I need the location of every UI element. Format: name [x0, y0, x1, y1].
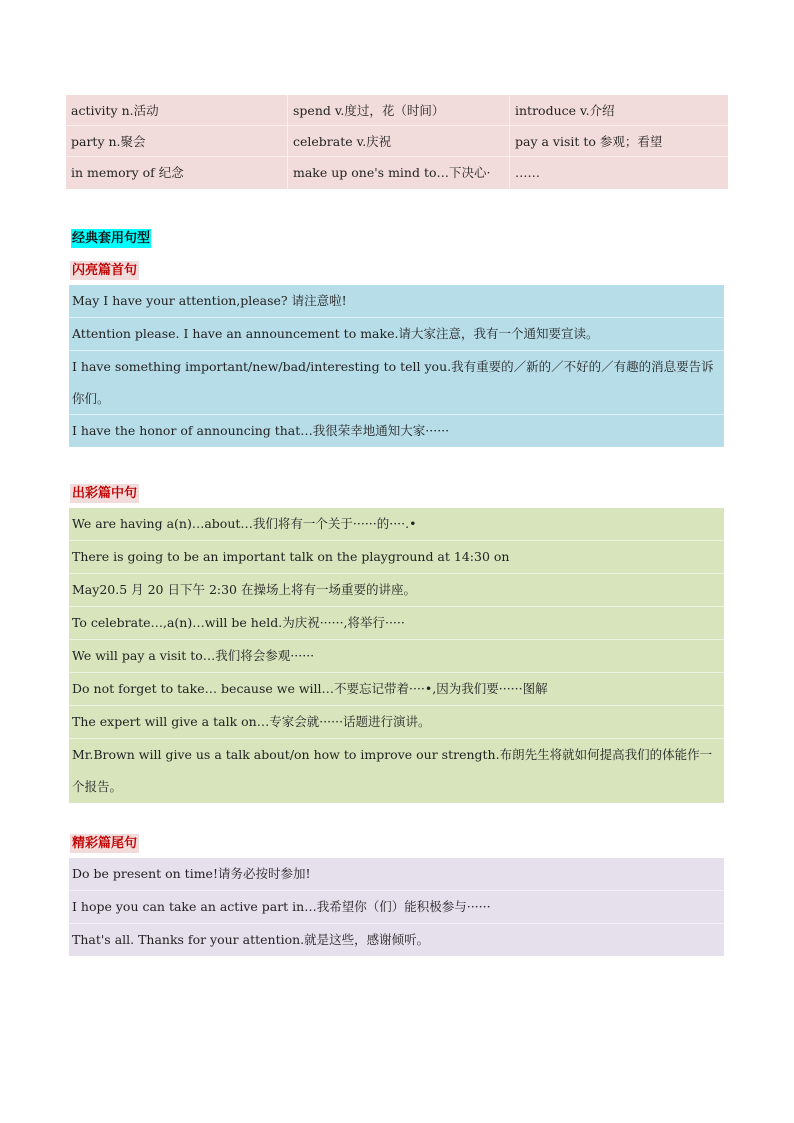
- sentence-row: Do be present on time!请务必按时参加!: [69, 858, 724, 891]
- sentence-row: Mr.Brown will give us a talk about/on how to improve our strength.布朗先生将就如何提高我们的体能作一个报告。: [72, 747, 713, 794]
- vocab-cell: celebrate v.庆祝: [288, 126, 510, 157]
- vocab-cell: make up one's mind to…下决心·: [288, 157, 510, 189]
- section-title: 经典套用句型: [72, 231, 151, 246]
- vocab-cell: spend v.度过，花（时间）: [288, 95, 510, 126]
- sentence-row: We are having a(n)…about…我们将有一个关于······的····.•: [69, 508, 724, 541]
- sentence-row: May20.5 月 20 日下午 2:30 在操场上将有一场重要的讲座。: [69, 574, 724, 607]
- sentence-row: The expert will give a talk on…专家会就······话题进行演讲。: [69, 706, 724, 739]
- middle-heading: 出彩篇中句: [72, 486, 138, 501]
- opening-sentences-box: [69, 285, 724, 447]
- ending-sentences-box: [69, 858, 724, 956]
- vocabulary-table: [66, 95, 728, 189]
- sentence-row: I have the honor of announcing that…我很荣幸地通知大家······: [72, 423, 450, 438]
- vocab-cell: ……: [515, 165, 540, 180]
- middle-sentences-box: [69, 508, 724, 803]
- opening-heading: 闪亮篇首句: [72, 263, 138, 278]
- vocab-cell: pay a visit to 参观；看望: [510, 126, 728, 157]
- sentence-row: Do not forget to take… because we will…不要忘记带着····•,因为我们要······图解: [69, 673, 724, 706]
- vocab-cell: introduce v.介绍: [510, 95, 728, 126]
- sentence-row: We will pay a visit to…我们将会参观······: [69, 640, 724, 673]
- sentence-row: To celebrate…,a(n)…will be held.为庆祝······,将举行·····: [69, 607, 724, 640]
- vocab-cell: in memory of 纪念: [66, 157, 288, 189]
- sentence-row: May I have your attention,please? 请注意啦!: [69, 285, 724, 318]
- ending-heading: 精彩篇尾句: [72, 836, 138, 851]
- sentence-row: That's all. Thanks for your attention.就是这些，感谢倾听。: [72, 932, 430, 947]
- sentence-row: I have something important/new/bad/interesting to tell you.我有重要的／新的／不好的／有趣的消息要告诉你们。: [69, 351, 724, 415]
- sentence-row: Attention please. I have an announcement to make.请大家注意，我有一个通知要宣读。: [69, 318, 724, 351]
- sentence-row: I hope you can take an active part in…我希望你（们）能积极参与······: [69, 891, 724, 924]
- sentence-row: There is going to be an important talk on the playground at 14:30 on: [69, 541, 724, 574]
- vocab-cell: activity n.活动: [66, 95, 288, 126]
- vocab-cell: party n.聚会: [66, 126, 288, 157]
